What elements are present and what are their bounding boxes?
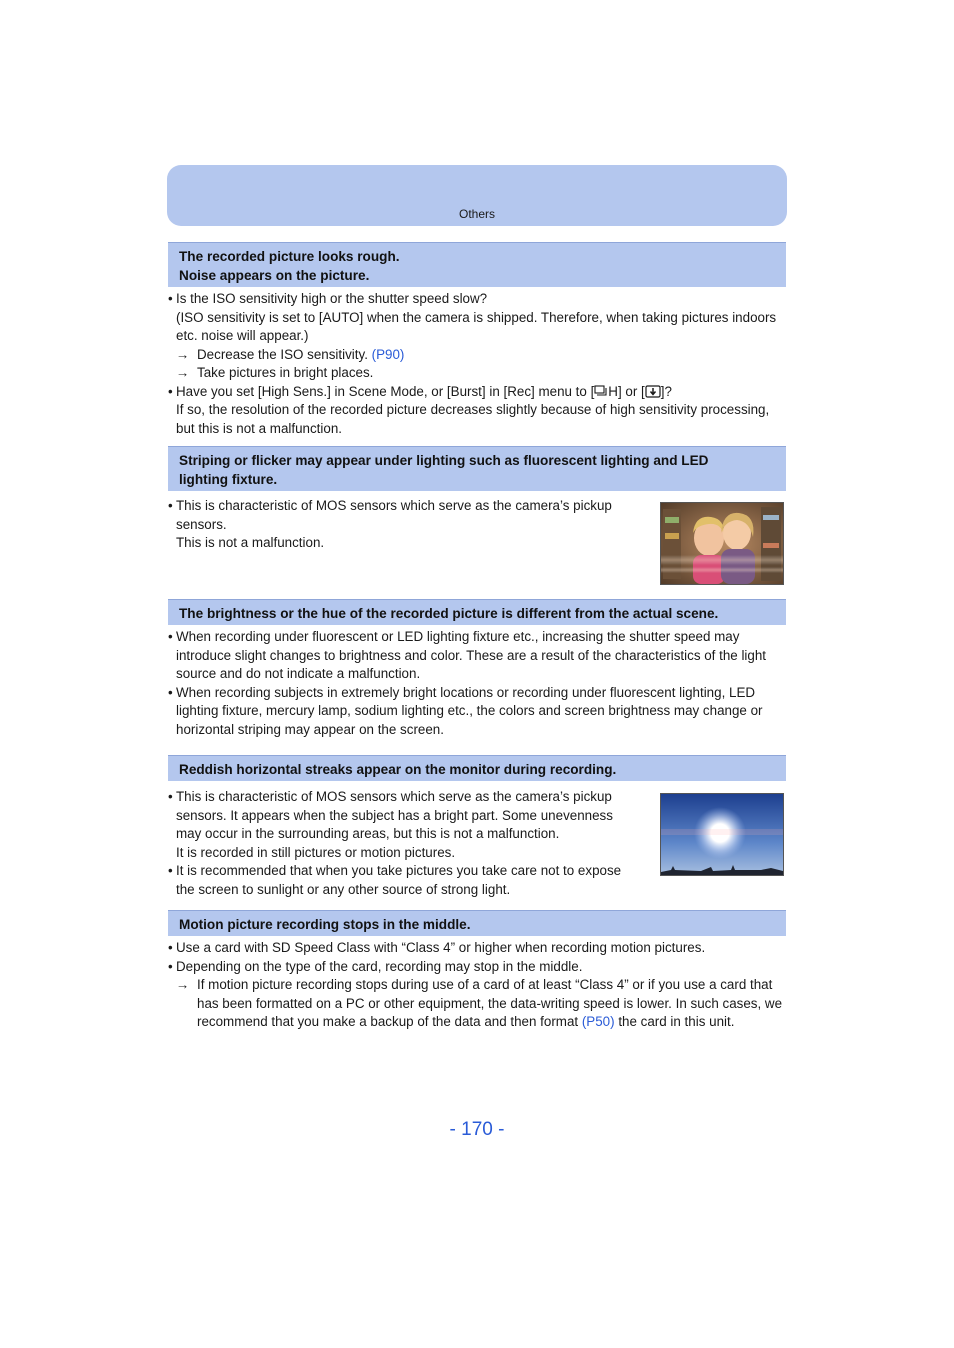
header-tab-label: Others [458, 207, 495, 221]
question-text-end: ]? [660, 383, 672, 399]
section-3-body [168, 628, 786, 739]
list-item: • When recording under fluorescent or LED lighting fixture etc., increasing the shutter speed may introduce slight changes to brightness and color. These are a result of the characteristics of the light source and do not indicate a malfunction. [168, 628, 786, 684]
section-3-title [168, 599, 786, 625]
question-text-mid: ] or [ [617, 383, 645, 399]
arrow-text: Take pictures in bright places. [197, 365, 374, 380]
flicker-example-photo [660, 502, 784, 585]
section-2-title-line-2: lighting fixture. [179, 472, 278, 487]
body-line: This is not a malfunction. [176, 535, 325, 550]
arrow-icon: → [176, 365, 190, 380]
list-item [168, 862, 648, 899]
section-4-title [168, 755, 786, 781]
list-item [168, 788, 648, 862]
burst-mode-icon [594, 385, 608, 398]
note-text: If so, the resolution of the recorded picture decreases slightly because of high sensitivity processing, but this is not a malfunction. [176, 402, 770, 436]
page-number: - 170 - [449, 1119, 505, 1140]
section-2-body [168, 497, 648, 553]
body-line: may occur in the surrounding areas, but this is not a malfunction. [176, 826, 560, 841]
section-4-title-line-1: Reddish horizontal streaks appear on the monitor during recording. [179, 762, 617, 777]
list-item [168, 290, 786, 309]
page-link-p90[interactable]: (P90) [371, 346, 405, 362]
body-line: It is recorded in still pictures or motion pictures. [176, 844, 456, 860]
page-link-p50[interactable]: (P50) [581, 1014, 615, 1029]
arrow-text: If motion picture recording stops during use of a card of at least “Class 4” or if you use a card that has been formatted on a PC or other equipment, the data-writing speed is lower. In such cases, we recommend that you make a backup of the data and then format [197, 977, 783, 1029]
body-line: sensors. [176, 516, 227, 532]
high-sensitivity-icon [645, 385, 661, 398]
section-3-title-line-1: The brightness or the hue of the recorded picture is different from the actual scene. [179, 606, 719, 621]
list-item: • Depending on the type of the card, recording may stop in the middle. [168, 958, 786, 977]
question-text: Is the ISO sensitivity high or the shutter speed slow? [176, 291, 488, 306]
list-item [168, 497, 648, 553]
question-text-start: Have you set [High Sens.] in Scene Mode, or [Burst] in [Rec] menu to [ [176, 383, 595, 399]
section-1-title [168, 242, 786, 287]
burst-speed-letter: H [608, 383, 618, 399]
section-4-body [168, 788, 648, 899]
list-item [168, 383, 786, 402]
section-2-title-line-1: Striping or flicker may appear under lighting such as fluorescent lighting and LED [179, 453, 709, 468]
body-line: sensors. It appears when the subject has a bright part. Some unevenness [176, 807, 613, 823]
section-5-title [168, 910, 786, 936]
section-5-body [168, 939, 786, 1032]
body-line: • This is characteristic of MOS sensors which serve as the camera’s pickup [176, 789, 612, 804]
section-1-title-line-1: The recorded picture looks rough. [179, 249, 400, 264]
section-2-title [168, 446, 786, 491]
arrow-text: Decrease the ISO sensitivity. [197, 346, 372, 362]
arrow-icon: → [176, 977, 190, 992]
arrow-text-after: the card in this unit. [614, 1014, 735, 1029]
list-item: • When recording subjects in extremely bright locations or recording under fluorescent lighting, LED lighting fixture, mercury lamp, sodium lighting etc., the colors and screen brightness may change or horizontal striping may appear on the screen. [168, 684, 786, 740]
note-text: (ISO sensitivity is set to [AUTO] when the camera is shipped. Therefore, when taking pictures indoors etc. noise will appear.) [176, 309, 777, 343]
list-item: • Use a card with SD Speed Class with “Class 4” or higher when recording motion pictures. [168, 939, 786, 958]
arrow-icon: → [176, 346, 190, 362]
body-line: the screen to sunlight or any other source of strong light. [176, 881, 511, 897]
body-line: • This is characteristic of MOS sensors which serve as the camera’s pickup [176, 498, 612, 513]
body-line: • It is recommended that when you take pictures you take care not to expose [176, 863, 622, 878]
section-1-title-line-2: Noise appears on the picture. [179, 268, 370, 283]
sun-streak-example-photo [660, 793, 784, 876]
header-tab [167, 165, 787, 226]
section-5-title-line-1: Motion picture recording stops in the middle. [179, 917, 471, 932]
arrow-item [168, 976, 786, 1032]
section-1-body [168, 290, 786, 438]
arrow-item [168, 364, 786, 383]
arrow-item [168, 346, 786, 365]
